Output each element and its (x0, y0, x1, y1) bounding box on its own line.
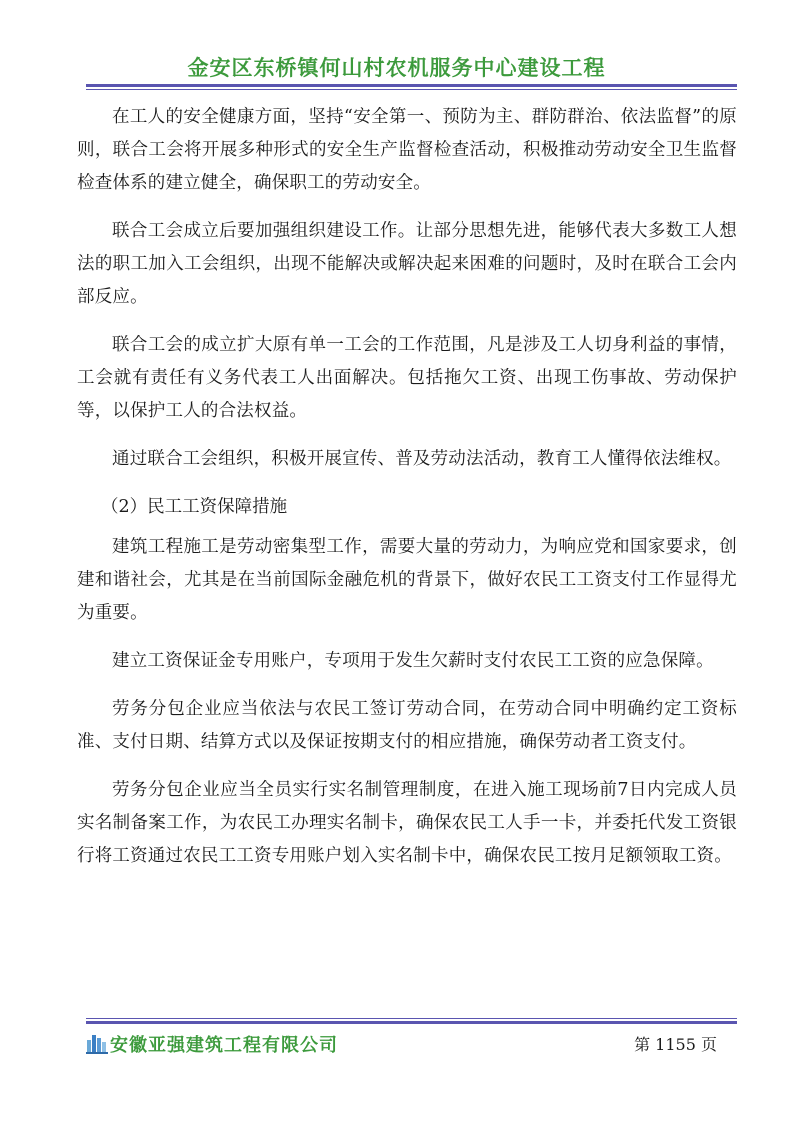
document-body (77, 101, 737, 888)
page-header-title: 金安区东桥镇何山村农机服务中心建设工程 (187, 56, 606, 80)
page-footer (86, 1030, 737, 1060)
section-heading: （2）民工工资保障措施 (101, 497, 288, 517)
company-name: 安徽亚强建筑工程有限公司 (110, 1035, 338, 1056)
building-logo-icon (86, 1032, 108, 1054)
paragraph: 联合工会的成立扩大原有单一工会的工作范围，凡是涉及工人切身利益的事情，工会就有责任有义务代表工人出面解决。包括拖欠工资、出现工伤事故、劳动保护等，以保护工人的合法权益。 (77, 335, 737, 421)
paragraph: 建立工资保证金专用账户，专项用于发生欠薪时支付农民工工资的应急保障。 (112, 651, 714, 671)
page-number: 第 1155 页 (634, 1035, 717, 1054)
paragraph: 劳务分包企业应当依法与农民工签订劳动合同，在劳动合同中明确约定工资标准、支付日期、结算方式以及保证按期支付的相应措施，确保劳动者工资支付。 (77, 699, 737, 752)
header-rule-thin (86, 89, 737, 90)
header-rule-thick (86, 84, 737, 87)
paragraph: 建筑工程施工是劳动密集型工作，需要大量的劳动力，为响应党和国家要求，创建和谐社会，尤其是在当前国际金融危机的背景下，做好农民工工资支付工作显得尤为重要。 (77, 537, 737, 623)
paragraph: 在工人的安全健康方面，坚持“安全第一、预防为主、群防群治、依法监督”的原则，联合工会将开展多种形式的安全生产监督检查活动，积极推动劳动安全卫生监督检查体系的建立健全，确保职工的劳动安全。 (77, 107, 737, 193)
paragraph: 联合工会成立后要加强组织建设工作。让部分思想先进，能够代表大多数工人想法的职工加入工会组织，出现不能解决或解决起来困难的问题时，及时在联合工会内部反应。 (77, 221, 737, 307)
paragraph: 通过联合工会组织，积极开展宣传、普及劳动法活动，教育工人懂得依法维权。 (112, 449, 732, 469)
paragraph: 劳务分包企业应当全员实行实名制管理制度，在进入施工现场前7日内完成人员实名制备案工作，为农民工办理实名制卡，确保农民工人手一卡，并委托代发工资银行将工资通过农民工工资专用账户划入实名制卡中，确保农民工按月足额领取工资。 (77, 780, 737, 866)
footer-rule-thick (86, 1021, 737, 1024)
footer-rule-thin (86, 1018, 737, 1019)
